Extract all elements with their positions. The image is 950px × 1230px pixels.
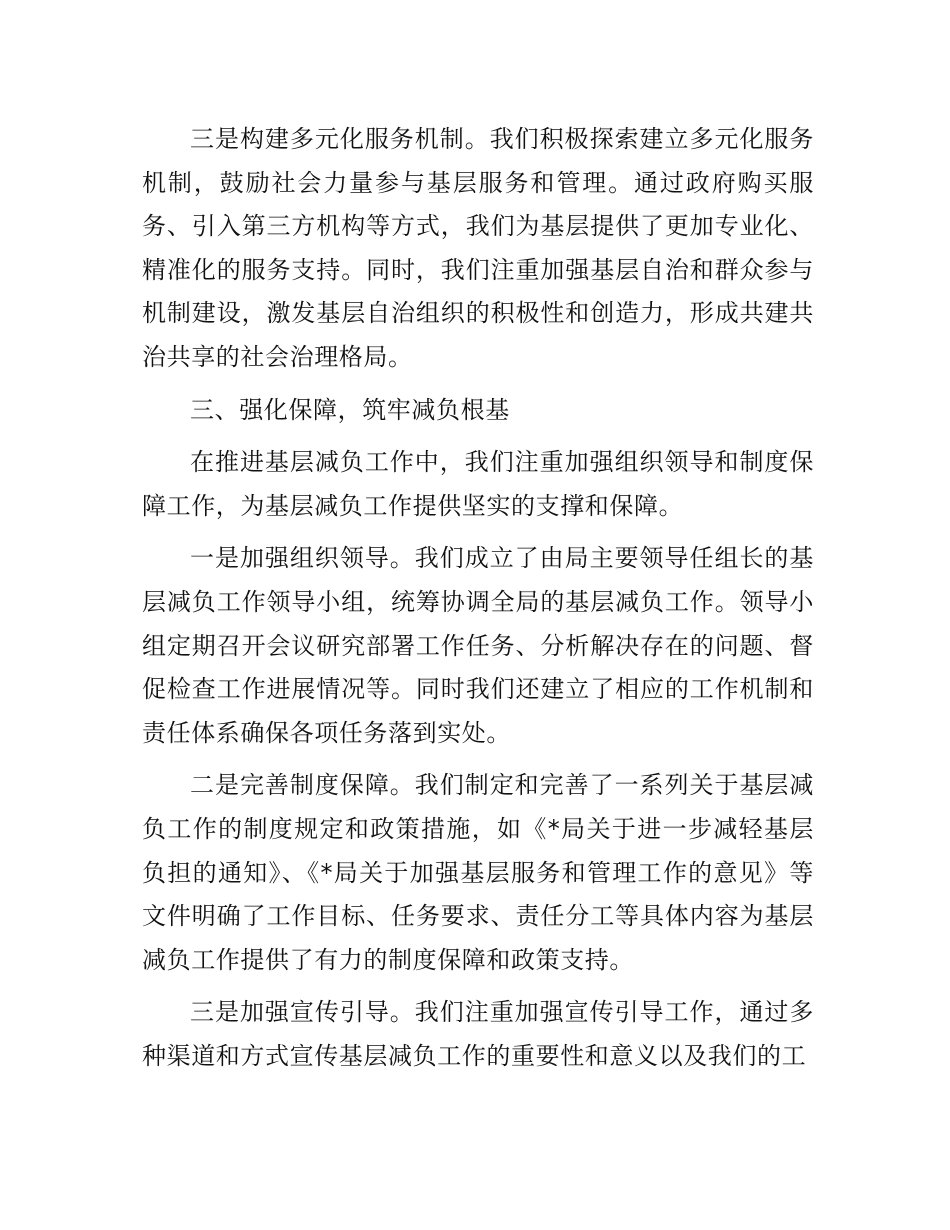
paragraph-institutional-guarantee: 二是完善制度保障。我们制定和完善了一系列关于基层减负工作的制度规定和政策措施，如《*局关于进一步减轻基层负担的通知》、《*局关于加强基层服务和管理工作的意见》等文件明确了工作目标、任务要求、责任分工等具体内容为基层减负工作提供了有力的制度保障和政策支持。 — [142, 771, 814, 974]
paragraph-publicity-guidance: 三是加强宣传引导。我们注重加强宣传引导工作，通过多种渠道和方式宣传基层减负工作的重要性和意义以及我们的工 — [142, 998, 814, 1070]
section-heading-strengthen-guarantee: 三、强化保障，筑牢减负根基 — [190, 395, 510, 424]
paragraph-intro-guarantee: 在推进基层减负工作中，我们注重加强组织领导和制度保障工作，为基层减负工作提供坚实的支撑和保障。 — [142, 448, 814, 520]
paragraph-organization-leadership: 一是加强组织领导。我们成立了由局主要领导任组长的基层减负工作领导小组，统筹协调全局的基层减负工作。领导小组定期召开会议研究部署工作任务、分析解决存在的问题、督促检查工作进展情况等。同时我们还建立了相应的工作机制和责任体系确保各项任务落到实处。 — [142, 544, 814, 747]
document-body — [142, 118, 814, 1087]
paragraph-diversified-service: 三是构建多元化服务机制。我们积极探索建立多元化服务机制，鼓励社会力量参与基层服务和管理。通过政府购买服务、引入第三方机构等方式，我们为基层提供了更加专业化、精准化的服务支持。同时，我们注重加强基层自治和群众参与机制建设，激发基层自治组织的积极性和创造力，形成共建共治共享的社会治理格局。 — [142, 125, 814, 371]
